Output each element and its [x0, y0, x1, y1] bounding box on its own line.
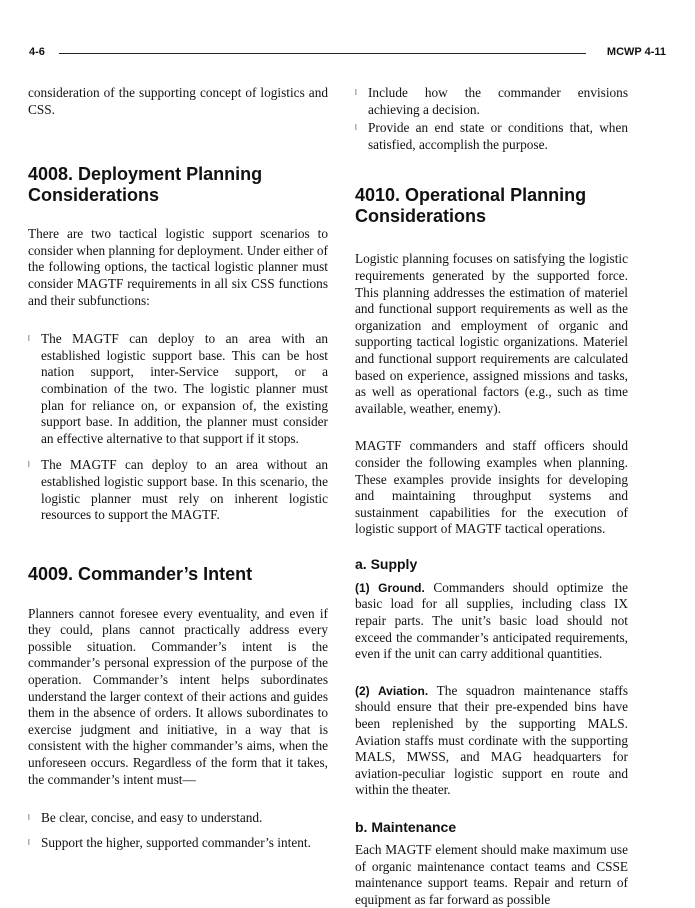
list-item [28, 835, 328, 852]
list-item [28, 331, 328, 447]
section-4009-bullet-list [28, 810, 328, 851]
ground-run-in-head: (1) Ground. [355, 580, 425, 595]
list-item-text: Include how the commander envisions achieving a decision. [368, 85, 628, 117]
section-4010-heading: 4010. Operational Planning Considerations [355, 185, 587, 227]
list-item [28, 457, 328, 523]
publication-id: MCWP 4-11 [606, 46, 666, 58]
bullet-marker: l [28, 460, 30, 470]
intent-continued-bullet-list [355, 85, 628, 153]
intro-paragraph: consideration of the supporting concept of logistics and CSS. [28, 85, 328, 117]
running-header [0, 46, 695, 60]
section-4009-heading: 4009. Commander’s Intent [28, 563, 253, 584]
list-item-text: The MAGTF can deploy to an area with an established logistic support base. This can be host nation support, inter-Service support, or a combination of the two. The logistic planner must plan for reliance on, or expansion of, the existing support base. In addition, the planner must consider an effective alternative to that support if it stops. [41, 331, 328, 446]
list-item-text: The MAGTF can deploy to an area without an established logistic support base. In this scenario, the logistic planner must rely on inherent logistic resources to support the MAGTF. [41, 457, 328, 523]
list-item-text: Provide an end state or conditions that, when satisfied, accomplish the purpose. [368, 120, 628, 152]
bullet-marker: l [28, 334, 30, 344]
list-item-text: Be clear, concise, and easy to understand. [41, 810, 263, 826]
section-4008-heading: 4008. Deployment Planning Considerations [28, 164, 263, 206]
section-4008-paragraph: There are two tactical logistic support scenarios to consider when planning for deployment. Under either of the following options, the tactical logistic planner must consider MAGTF requirements in all six CSS functions and their subfunctions: [28, 226, 328, 308]
section-4010-paragraph-2: MAGTF commanders and staff officers should consider the following examples when planning. These examples provide insights for developing and maintaining throughput systems and sustainment capabilities for the execution of logistic support of MAGTF tactical operations. [355, 438, 628, 537]
list-item [355, 120, 628, 153]
header-rule [59, 53, 586, 54]
supply-heading: a. Supply [355, 555, 418, 572]
right-column [355, 85, 628, 908]
page-number: 4-6 [29, 46, 45, 58]
ground-text: Commanders should optimize the basic load for all supplies, including class IX repair parts. The unit’s basic load should not exceed the commander’s anticipated requirements, even if the unit can carry additional quantities. [355, 579, 628, 662]
bullet-marker: l [355, 123, 357, 133]
supply-ground-paragraph [355, 580, 628, 663]
aviation-run-in-head: (2) Aviation. [355, 683, 429, 698]
section-4009-paragraph: Planners cannot foresee every eventuality, and even if they could, plans cannot practically address every possible situation. Commander’s intent is the commander’s personal expression of the purpose of the operation. Commander’s intent helps subordinates understand the larger context of their actions and guides them in the absence of orders. It allows subordinates to exercise judgment and initiative, in a way that is consistent with the higher commander’s aims, when the unforeseen occurs. Regardless of the form that it takes, the commander’s intent must— [28, 605, 328, 787]
left-column [28, 85, 328, 851]
maintenance-heading: b. Maintenance [355, 819, 457, 835]
bullet-marker: l [28, 837, 30, 847]
bullet-marker: l [355, 88, 357, 97]
list-item [355, 85, 628, 118]
section-4008-bullet-list [28, 331, 328, 524]
section-4010-paragraph-1: Logistic planning focuses on satisfying the logistic requirements generated by the supported force. This planning addresses the estimation of materiel and functional support requirements as well as the organization and employment of organic and supporting tactical logistic organizations. Materiel and functional support requirements are calculated based on experience, assigned missions and tasks, as well as operational factors (e.g., such as time available, weather, enemy). [355, 251, 628, 416]
bullet-marker: l [28, 813, 30, 823]
list-item [28, 810, 328, 827]
list-item-text: Support the higher, supported commander’s intent. [41, 834, 311, 850]
supply-aviation-paragraph [355, 683, 628, 799]
aviation-text: The squadron maintenance staffs should ensure that their pre-expended bins have been replenished by the supporting MALS. Aviation staffs must cordinate with the supporting MALS, MWSS, and MAG headquarters for aviation-peculiar logistic support en route and within the theater. [355, 682, 628, 798]
maintenance-paragraph: Each MAGTF element should make maximum use of organic maintenance contact teams and CSSE maintenance support teams. Repair and return of equipment as far forward as possible [355, 842, 628, 907]
